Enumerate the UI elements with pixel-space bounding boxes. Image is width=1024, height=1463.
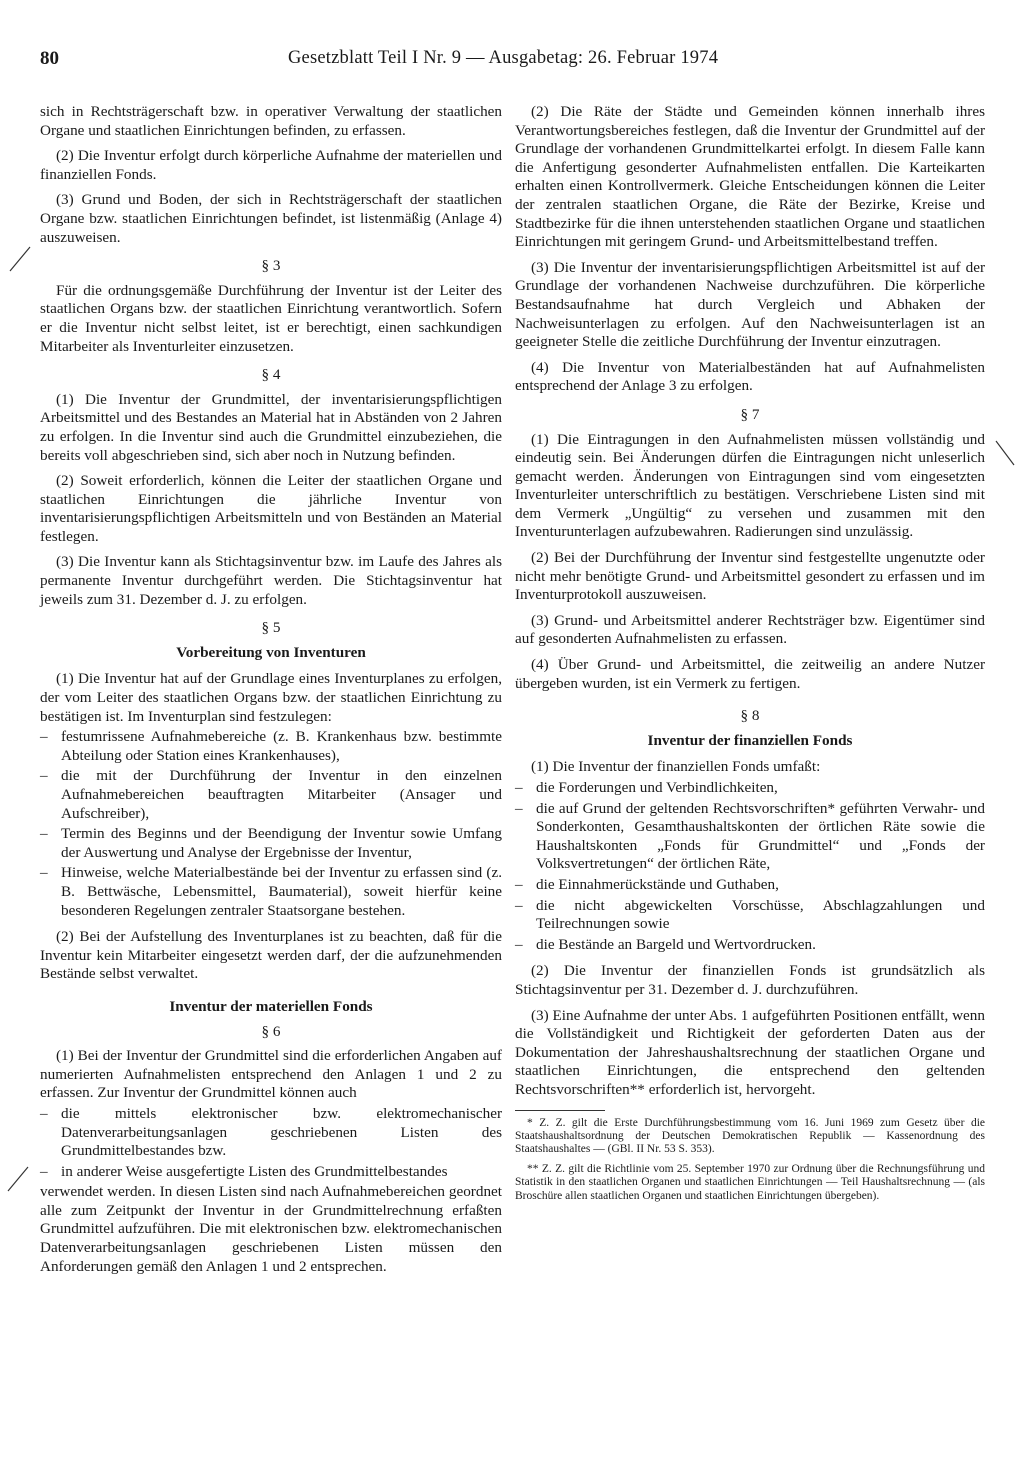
dash-list xyxy=(40,1105,502,1181)
paragraph: (2) Soweit erforderlich, können die Leiter der staatlichen Organe und staatlichen Einrichtungen die jährliche Inventur von inventarisierungspflichtigen Arbeitsmitteln und von Beständen an Material festlegen. xyxy=(40,472,502,545)
paragraph: (3) Eine Aufnahme der unter Abs. 1 aufgeführten Positionen entfällt, wenn die Vollständigkeit und Richtigkeit der geforderten Daten aus der Dokumentation der Jahreshaushaltsrechnung der staatlichen Organe und staatlichen Einrichtungen, die entsprechend den geltenden Rechtsvorschriften** erforderlich ist, hervorgeht. xyxy=(515,1006,985,1098)
list-item: – die Forderungen und Verbindlichkeiten, xyxy=(515,779,985,798)
header-title: Gesetzblatt Teil I Nr. 9 — Ausgabetag: 26. Februar 1974 xyxy=(288,48,719,68)
paragraph: (2) Die Räte der Städte und Gemeinden können innerhalb ihres Verantwortungsbereiches festlegen, daß die Inventur der Grundmittel auf der Grundlage der vorhandenen Grundmittelkartei erfolgt. In diesem Falle kann die Anfertigung gesonderter Aufnahmelisten entfallen. Die Karteikarten erhalten einen Kontrollvermerk. Gleiche Entscheidungen können die Leiter der zentralen staatlichen Organe, die Räte der Bezirke, Kreise und Stadtbezirke für die ihnen unterstehenden staatlichen Organe und staatlichen Einrichtungen mit geringem Grund- und Arbeitsmittelbestand treffen. xyxy=(515,103,985,251)
list-item: – die Bestände an Bargeld und Wertvordrucken. xyxy=(515,936,985,955)
margin-mark-right xyxy=(992,438,1018,468)
paragraph: verwendet werden. In diesen Listen sind nach Aufnahmebereichen geordnet alle zum Zeitpunkt der Inventur in der Grundmittelrechnung erfaßten Grundmittel aufzuführen. Die mit elektronischen bzw. elektromechanischen Datenverarbeitungsanlagen geschriebenen Listen müssen den Anforderungen gemäß den Anlagen 1 und 2 entsprechen. xyxy=(40,1183,502,1275)
paragraph: (3) Die Inventur kann als Stichtagsinventur bzw. im Laufe des Jahres als permanente Inventur durchgeführt werden. Die Stichtagsinventur hat jeweils zum 31. Dezember d. J. zu erfolgen. xyxy=(40,553,502,608)
paragraph: Für die ordnungsgemäße Durchführung der Inventur ist der Leiter des staatlichen Organs bzw. der staatlichen Einrichtung verantwortlich. Sofern er die Inventur nicht selbst leitet, ist er berechtigt, einen sachkundigen Mitarbeiter als Inventurleiter einzusetzen. xyxy=(40,281,502,355)
paragraph: (4) Über Grund- und Arbeitsmittel, die zeitweilig an andere Nutzer übergeben wurden, ist ein Vermerk zu fertigen. xyxy=(515,656,985,692)
subsection-title: Inventur der materiellen Fonds xyxy=(169,997,373,1015)
section-title: Vorbereitung von Inventuren xyxy=(176,643,366,661)
section-number: § 4 xyxy=(261,366,281,384)
intro-paragraph: sich in Rechtsträgerschaft bzw. in operativer Verwaltung der staatlichen Organe und staatlichen Einrichtungen befinden, zu erfassen. xyxy=(40,103,502,139)
paragraph: (3) Die Inventur der inventarisierungspflichtigen Arbeitsmittel ist auf der Grundlage der vorhandenen Nachweise durchzuführen. Die körperliche Bestandsaufnahme hat durch Vergleich und Abhaken der Nachweisunterlagen zu erfolgen. Auf den Nachweisunterlagen ist an geeigneter Stelle die zeitliche Durchführung der Inventur einzutragen. xyxy=(515,258,985,351)
section-number: § 7 xyxy=(740,405,760,423)
paragraph: (3) Grund- und Arbeitsmittel anderer Rechtsträger bzw. Eigentümer sind auf gesonderten Aufnahmelisten zu erfassen. xyxy=(515,611,985,648)
footnote: ** Z. Z. gilt die Richtlinie vom 25. September 1970 zur Ordnung über die Rechnungsführung und Statistik in den staatlichen Organen und staatlichen Einrichtungen — Teil Haushaltsrechnung — (als Broschüre allen staatlichen Organen und staatlichen Einrichtungen übergeben). xyxy=(515,1162,985,1202)
section-title: Inventur der finanziellen Fonds xyxy=(647,731,853,749)
list-item: – die nicht abgewickelten Vorschüsse, Abschlagzahlungen und Teilrechnungen sowie xyxy=(515,897,985,934)
margin-mark-left-bottom xyxy=(4,1164,34,1194)
list-item: – festumrissene Aufnahmebereiche (z. B. Krankenhaus bzw. bestimmte Abteilung oder Station eines Krankenhauses), xyxy=(40,728,502,765)
right-column xyxy=(515,103,985,1209)
list-item: – die auf Grund der geltenden Rechtsvorschriften* geführten Verwahr- und Sonderkonten, Gesamthaushaltskonten der örtlichen Räte sowie die Haushaltskonten „Fonds für Grundmittel“ und „Fonds der Volksvertretungen“ der örtlichen Räte, xyxy=(515,800,985,874)
paragraph: (2) Bei der Durchführung der Inventur sind festgestellte ungenutzte oder nicht mehr benötigte Grund- und Arbeitsmittel gesondert zu erfassen und im Inventurprotokoll auszuweisen. xyxy=(515,549,985,604)
paragraph: (1) Die Inventur der Grundmittel, der inventarisierungspflichtigen Arbeitsmittel und des Bestandes an Material hat in Abständen von 2 Jahren zu erfolgen. In die Inventur sind auch die Grundmittel einzubeziehen, die bereits voll abgeschrieben sind, sich aber noch in Nutzung befinden. xyxy=(40,390,502,464)
section-number: § 8 xyxy=(740,707,760,725)
paragraph: (1) Die Inventur der finanziellen Fonds umfaßt: xyxy=(531,758,821,776)
list-item: – in anderer Weise ausgefertigte Listen des Grundmittelbestandes xyxy=(40,1163,502,1182)
section-number: § 5 xyxy=(261,619,281,637)
page-number: 80 xyxy=(40,48,59,69)
margin-mark-left-top xyxy=(6,244,36,274)
paragraph: (4) Die Inventur von Materialbeständen hat auf Aufnahmelisten entsprechend der Anlage 3 zu erfolgen. xyxy=(515,358,985,395)
footnote-rule xyxy=(515,1110,605,1111)
dash-list xyxy=(40,728,502,920)
list-item: – Hinweise, welche Materialbestände bei der Inventur zu erfassen sind (z. B. Bettwäsche, Lebensmittel, Baumaterial), soweit hierfür keine besonderen Regelungen zentraler Staatsorgane bestehen. xyxy=(40,864,502,920)
paragraph: (3) Grund und Boden, der sich in Rechtsträgerschaft der staatlichen Organe bzw. staatlichen Einrichtungen befindet, ist listenmäßig (Anlage 4) auszuweisen. xyxy=(40,191,502,246)
left-column xyxy=(40,103,502,1283)
paragraph: (2) Bei der Aufstellung des Inventurplanes ist zu beachten, daß für die Inventur kein Mitarbeiter eingesetzt werden darf, der die aufzunehmenden Bestände selbst verwaltet. xyxy=(40,928,502,983)
paragraph: (2) Die Inventur der finanziellen Fonds ist grundsätzlich als Stichtagsinventur per 31. Dezember d. J. durchzuführen. xyxy=(515,962,985,998)
section-number: § 3 xyxy=(261,257,281,275)
paragraph: (1) Die Eintragungen in den Aufnahmelisten müssen vollständig und eindeutig sein. Bei Änderungen dürfen die Eintragungen nicht unleserlich gemacht werden. Änderungen von Eintragungen sind vom eingesetzten Inventurleiter unterschriftlich zu bestätigen. Verschriebene Listen sind mit dem Vermerk „Ungültig“ zu versehen und zusammen mit den Inventurunterlagen aufzubewahren. Radierungen sind unzulässig. xyxy=(515,430,985,541)
list-item: – die Einnahmerückstände und Guthaben, xyxy=(515,876,985,895)
paragraph: (1) Die Inventur hat auf der Grundlage eines Inventurplanes zu erfolgen, der vom Leiter des staatlichen Organs bzw. der staatlichen Einrichtung zu bestätigen ist. Im Inventurplan sind festzulegen: xyxy=(40,670,502,725)
section-number: § 6 xyxy=(261,1022,281,1040)
list-item: – Termin des Beginns und der Beendigung der Inventur sowie Umfang der Auswertung und Analyse der Ergebnisse der Inventur, xyxy=(40,825,502,862)
footnote: * Z. Z. gilt die Erste Durchführungsbestimmung vom 16. Juni 1969 zum Gesetz über die Staatshaushaltsordnung der Deutschen Demokratischen Republik — Kassenordnung des Staatshaushaltes — (GBl. II Nr. 53 S. 353). xyxy=(515,1116,985,1156)
page-header xyxy=(40,48,1000,74)
list-item: – die mit der Durchführung der Inventur in den einzelnen Aufnahmebereichen beauftragten Mitarbeiter (Ansager und Aufschreiber), xyxy=(40,767,502,823)
dash-list xyxy=(515,779,985,954)
list-item: – die mittels elektronischer bzw. elektromechanischer Datenverarbeitungsanlagen geschriebenen Listen des Grundmittelbestandes bzw. xyxy=(40,1105,502,1161)
paragraph: (2) Die Inventur erfolgt durch körperliche Aufnahme der materiellen und finanziellen Fonds. xyxy=(40,147,502,183)
paragraph: (1) Bei der Inventur der Grundmittel sind die erforderlichen Angaben auf numerierten Aufnahmelisten entsprechend den Anlagen 1 und 2 zu erfassen. Zur Inventur der Grundmittel können auch xyxy=(40,1047,502,1102)
